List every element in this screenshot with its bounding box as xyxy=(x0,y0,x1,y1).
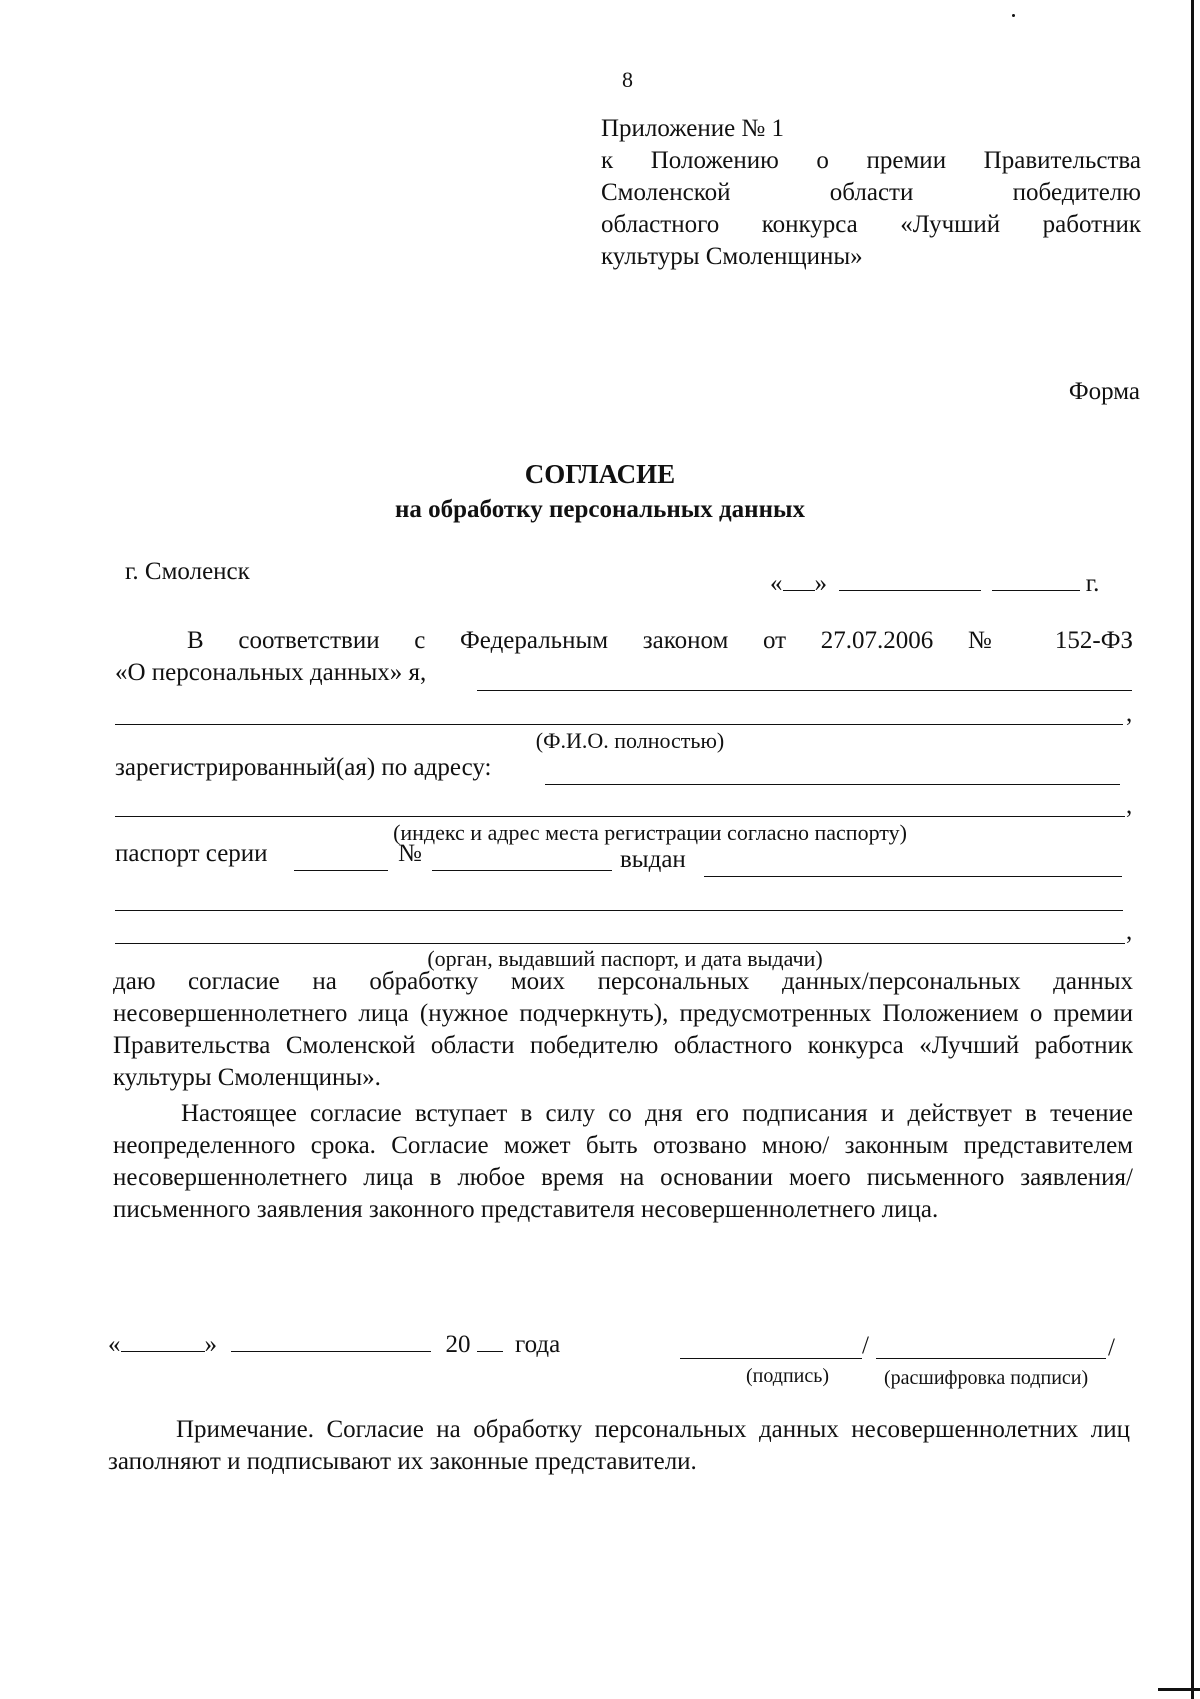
address-blank-1[interactable] xyxy=(545,784,1120,785)
caption-address: (индекс и адрес места регистрации согласно паспорту) xyxy=(393,820,907,845)
document-title: СОГЛАСИЕ xyxy=(524,459,676,489)
sig-day-blank[interactable] xyxy=(121,1327,205,1352)
passport-series-label: паспорт серии xyxy=(115,840,268,867)
form-label: Форма xyxy=(1068,378,1140,405)
caption-fio: (Ф.И.О. полностью) xyxy=(535,728,725,753)
consent-paragraph xyxy=(113,966,1133,1094)
validity-paragraph xyxy=(113,1098,1133,1226)
annex-line: Приложение № 1 xyxy=(601,115,785,142)
caption-decoding: (расшифровка подписи) xyxy=(884,1367,1089,1389)
signature-row xyxy=(108,1327,560,1361)
note-paragraph xyxy=(108,1414,1130,1478)
open-quote: « xyxy=(108,1331,121,1358)
city-label: г. Смоленск xyxy=(125,558,250,585)
scan-corner-mark xyxy=(1158,1688,1200,1691)
scan-dot xyxy=(1012,14,1015,17)
registered-label: зарегистрированный(ая) по адресу: xyxy=(115,754,492,781)
comma: , xyxy=(1126,792,1133,819)
passport-issued-blank-2[interactable] xyxy=(115,910,1123,911)
slash: / xyxy=(1108,1334,1115,1361)
close-quote: » xyxy=(204,1331,217,1358)
close-quote: » xyxy=(814,570,827,597)
passport-issued-blank-1[interactable] xyxy=(704,876,1122,877)
year-suffix: г. xyxy=(1085,570,1100,597)
date-field xyxy=(770,566,1110,600)
day-blank[interactable] xyxy=(783,566,815,591)
passport-number-label: № xyxy=(398,840,422,867)
passport-issued-label: выдан xyxy=(620,846,686,873)
scan-border-right xyxy=(1191,0,1194,1699)
passport-number-blank[interactable] xyxy=(432,870,612,871)
passport-series-blank[interactable] xyxy=(294,870,388,871)
annex-line: к Положению о премии Правительства xyxy=(601,147,1141,174)
signature-decoding-blank[interactable] xyxy=(876,1358,1106,1359)
year-prefix: 20 xyxy=(445,1331,471,1358)
slash: / xyxy=(862,1332,869,1359)
document-subtitle: на обработку персональных данных xyxy=(395,496,805,523)
page-number: 8 xyxy=(622,67,633,92)
consent-text: даю согласие на обработку моих персональных данных/персональных данных несовершеннолетнего лица (нужное подчеркнуть), предусмотренных Положением о премии Правительства Смоленской области победителю областного конкурса «Лучший работник культуры Смоленщины». xyxy=(113,968,1133,1091)
annex-line: Смоленской области победителю xyxy=(601,179,1141,206)
annex-line: культуры Смоленщины» xyxy=(601,243,863,270)
signature-blank[interactable] xyxy=(680,1358,862,1359)
annex-line: областного конкурса «Лучший работник xyxy=(601,211,1141,238)
open-quote: « xyxy=(770,570,783,597)
caption-signature: (подпись) xyxy=(746,1365,830,1387)
law-paragraph xyxy=(115,625,1133,689)
caption-issuer: (орган, выдавший паспорт, и дата выдачи) xyxy=(427,946,823,971)
law-line-2 xyxy=(115,657,1133,689)
comma: , xyxy=(1126,918,1133,945)
comma: , xyxy=(1126,700,1133,727)
sig-month-blank[interactable] xyxy=(231,1327,431,1352)
law-line-2-text: «О персональных данных» я, xyxy=(115,659,427,686)
year-word: года xyxy=(515,1331,561,1358)
year-blank[interactable] xyxy=(992,566,1080,591)
note-text: Примечание. Согласие на обработку персональных данных несовершеннолетних лиц заполняют и подписывают их законные представители. xyxy=(108,1416,1130,1475)
sig-year-blank[interactable] xyxy=(477,1327,503,1352)
validity-text: Настоящее согласие вступает в силу со дня его подписания и действует в течение неопределенного срока. Согласие может быть отозвано мною/ законным представителем несовершеннолетнего лица в любое время на основании моего письменного заявления/ письменного заявления законного представителя несовершеннолетнего лица. xyxy=(113,1100,1133,1223)
month-blank[interactable] xyxy=(839,566,981,591)
annex-block xyxy=(601,113,1141,273)
law-line: В соответствии с Федеральным законом от 27.07.2006 № 152-ФЗ xyxy=(187,627,1133,654)
fio-blank-1[interactable] xyxy=(477,690,1132,691)
